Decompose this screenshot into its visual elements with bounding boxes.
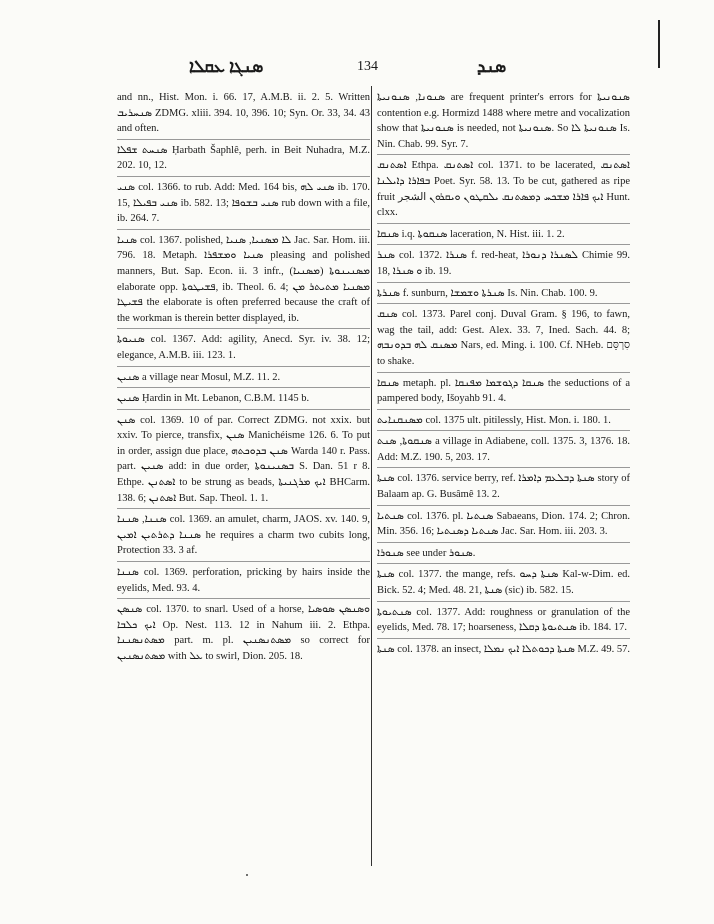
dictionary-entry: ܣܢܩܐ i.q. ܣܢܩܘܬܐ laceration, N. Hist. iii. 1. 2. xyxy=(377,227,630,246)
page-edge-mark xyxy=(658,20,660,68)
dictionary-entry: ܐܣܬܢܩ Ethpa. ܐܣܬܢܩ col. 1371. to be lacerated, ܐܣܬܢܩ ܒܦܐܪܐ ܕܐܝܠܢܐ Poet. Syr. 58. 13. To be cut, gathered as ripe fruit ܐܝܟ ܦܐܪܐ ܡܫܟܚ ܕܡܣܬܢܩ ܝܠܩܛܘܢ ܘܝܩܪܘܢ الشجر Hunt. clxx. xyxy=(377,158,630,223)
dictionary-entry: ܣܢܪ col. 1372. ܣܢܪܐ f. red-heat, ܠܣܢܪܐ ܕܢܘܪܐ Chimie 99. 18, ܘ ܣܢܪܐ ib. 19. xyxy=(377,248,630,282)
dictionary-entry: ܣܢܩܘܬܐ, ܣܢܬ a village in Adiabene, coll. 1375. 3, 1376. 18. Add: M.Z. 190. 5, 203. 17. xyxy=(377,434,630,468)
dictionary-entry: ܣܢܝܢ a village near Mosul, M.Z. 11. 2. xyxy=(117,370,370,389)
header-right-title: ܣܢܕ xyxy=(477,57,507,76)
dictionary-entry: ܣܢܝ col. 1366. to rub. Add: Med. 164 bis, ܣܢܝ ܠܗ ib. 170. 15, ܣܢܝ ܒܦܝܠܐ ib. 582. 13; ܣܢܝ ܒܫܘܦܐ rub down with a file, ib. 264. 7. xyxy=(117,180,370,230)
left-column xyxy=(117,90,370,670)
dictionary-entry: ܣܢܬܝܐ col. 1376. pl. ܣܢܬܝܐ Sabaeans, Dion. 174. 2; Chron. Min. 356. 16; ܣܢܬܝܐ ܕܣܢܬܝܐ Jac. Sar. Hom. iii. 203. 3. xyxy=(377,509,630,543)
dictionary-entry: ܣܢܢܐ, ܣܢܢܐ col. 1369. an amulet, charm, JAOS. xv. 140. 9, ܣܢܢܐ ܕܬܪܬܝܢ ܐܡܝܢ he requires a charm two cubits long, Protection 33. 3 af. xyxy=(117,512,370,562)
dictionary-entry: ܣܢܚܬ ܫܦܠܐ Ḥarbath Šaphlê, perh. in Beit Nuhadra, M.Z. 202. 10, 12. xyxy=(117,143,370,177)
dictionary-entry: ܣܢܣܢ col. 1370. to snarl. Used of a horse, ܘܣܢܣܢ ܣܘܣܝܐ ܐܝܟ ܟܠܒܐ Op. Nest. 113. 12 in Nahum iii. 2. Ethpa. ܡܣܬܢܣܢܢܐ part. m. pl. ܡܣܬܢܣܢܝܢ so correct for ܡܣܬܢܣܢܝܢ with ܥܠ to swirl, Dion. 205. 18. xyxy=(117,604,370,662)
dictionary-entry: and nn., Hist. Mon. i. 66. 17, A.M.B. ii. 2. 5. Written ܣܢܚܪܝܒ ZDMG. xliii. 394. 10, 396. 10; Syn. Or. 33, 34. 43 and often. xyxy=(117,90,370,140)
dictionary-entry: ܣܢܝܘܬܐ col. 1367. Add: agility, Anecd. Syr. iv. 38. 12; elegance, A.M.B. iii. 123. 1. xyxy=(117,332,370,366)
running-header xyxy=(117,55,637,79)
dictionary-entry: ܣܢܬܐ col. 1377. the mange, refs. ܣܢܬܐ ܕܚܘ Kal-w-Dim. ed. Bick. 52. 4; Med. 48. 21, ܣܢܬܐ (sic) ib. 582. 15. xyxy=(377,567,630,601)
column-divider xyxy=(371,86,372,866)
dictionary-entry: ܡܣܢܩܢܐܝܬ col. 1375 ult. pitilessly, Hist. Mon. i. 180. 1. xyxy=(377,413,630,432)
print-speck xyxy=(246,874,248,876)
right-column xyxy=(377,90,630,662)
dictionary-entry: ܣܢܩܐ metaph. pl. ܣܢܩܐ ܕܓܘܫܡܐ ܡܦܢܩܐ the seductions of a pampered body, Išoyahb 91. 4. xyxy=(377,376,630,410)
page-number: 134 xyxy=(357,59,378,74)
dictionary-entry: ܣܢܪܬܐ f. sunburn, ܣܢܪܬܐ ܘܫܡܫܐ Is. Nin. Chab. 100. 9. xyxy=(377,286,630,305)
dictionary-entry: ܣܢܢ col. 1369. 10 of par. Correct ZDMG. not xxix. but xxiv. To pierce, transfix, ܣܢܢ Manichéisme 126. 6. To put in order, assign due place, ܣܢܢ ܒܕܘܟܬܗ Warda 140 r. Pass. part. ܣܢܝܢ add: in due order, ܒܣܢܝܢܘܬܐ S. Dan. 51 r 8. Ethpe. ܐܣܬܢܢ to be strung as beads, ܐܝܟ ܡܪܓܢܝܬܐ BHCarm. 138. 6; ܐܣܬܢܢ But. Sap. Theol. 1. 1. xyxy=(117,413,370,510)
dictionary-entry: ܣܢܬܐ col. 1376. service berry, ref. ܣܢܬܐ ܕܒܠܥܡ ܕܐܡܪܐ story of Balaam ap. G. Busâmê 13. 2. xyxy=(377,471,630,505)
dictionary-entry: ܣܢܩ col. 1373. Parel conj. Duval Gram. § 196, to fawn, wag the tail, add: Gest. Alex. 33. 7, Ined. Sach. 44. 8; ܡܣܢܩ ܠܗ ܒܕܘܢܒܗ Nars, ed. Ming. i. 100. Cf. NHeb. סִרְסֵּם to shake. xyxy=(377,307,630,372)
dictionary-entry: ܣܢܢܐ col. 1369. perforation, pricking by hairs inside the eyelids, Med. 93. 4. xyxy=(117,565,370,599)
dictionary-entry: ܣܢܝܢ Ḥardin in Mt. Lebanon, C.B.M. 1145 b. xyxy=(117,391,370,410)
dictionary-entry: ܣܢܝܐ col. 1367. polished, ܠܐ ܡܣܢܝܐ, ܣܢܝܐ Jac. Sar. Hom. iii. 796. 18. Metaph. ܣܢܝܐ ܘܡܫܦܪܐ pleasing and polished manners, But. Sap. Econ. ii. 3 infr., ܡܣܢܝܢܘܬܐ (ܡܣܢܝܐ) elaborate opp. ܦܫܝܛܘܬܐ, ib. Theol. 6. 4; ܡܣܢܝܐ ܡܬܝܬܪ ܡܢ ܦܫܝܛܐ the elaborate is often preferred because the craft of the workman is therein better displayed, ib. xyxy=(117,233,370,330)
dictionary-entry: ܣܢܬܝܘܬܐ col. 1377. Add: roughness or granulation of the eyelids, Med. 78. 17; hoarseness, ܣܢܬܝܘܬܐ ܕܩܠܐ ib. 184. 17. xyxy=(377,605,630,639)
dictionary-entry: ܣܢܘܢܐ, ܣܢܘܢܝܬܐ are frequent printer's errors for ܣܢܘܢܝܬܐ contention e.g. Hormizd 1488 where metre and vocalization show that ܣܢܘܢܝܬܐ is needed, not ܣܢܘܢܝܬܐ. So ܣܢܘܢܝܬܐ ܠܐ Is. Nin. Chab. 99. Syr. 7. xyxy=(377,90,630,155)
header-left-title: ܣܢܓܐ ܥܩܠܐ xyxy=(189,57,264,76)
dictionary-entry: ܣܢܬܐ col. 1378. an insect, ܣܢܬܐ ܕܟܘܬܠܐ ܐܝܟ ܢܡܠܐ M.Z. 49. 57. xyxy=(377,643,631,655)
dictionary-entry: ܣܢܘܪܐ see under ܣܢܘܪ. xyxy=(377,546,630,565)
